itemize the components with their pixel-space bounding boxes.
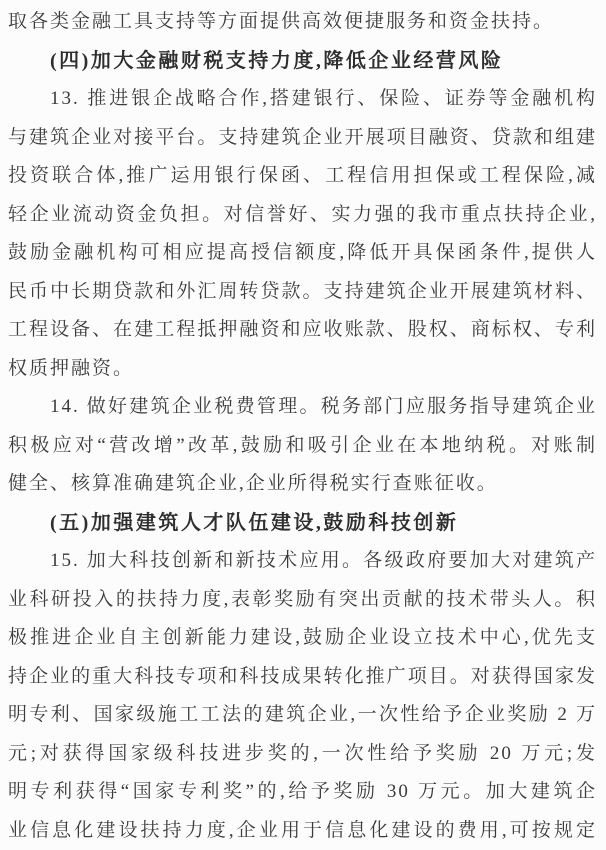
text-line: 业科研投入的扶持力度,表彰奖励有突出贡献的技术带头人。积 — [8, 588, 597, 610]
text-line: 与建筑企业对接平台。支持建筑企业开展项目融资、贷款和组建 — [8, 126, 597, 148]
text-line: 轻企业流动资金负担。对信誉好、实力强的我市重点扶持企业, — [8, 203, 597, 225]
section-heading-4: (四)加大金融财税支持力度,降低企业经营风险 — [50, 49, 504, 72]
text-line: 元;对获得国家级科技进步奖的,一次性给予奖励 20 万元;发 — [8, 742, 597, 764]
text-line: 明专利、国家级施工工法的建筑企业,一次性给予企业奖励 2 万 — [8, 704, 597, 725]
text-line: 投资联合体,推广运用银行保函、工程信用担保或工程保险,减 — [8, 165, 597, 186]
text-line-page-end: 业信息化建设扶持力度,企业用于信息化建设的费用,可按规定 — [8, 819, 597, 841]
text-line: 持企业的重大科技专项和科技成果转化推广项目。对获得国家发 — [8, 665, 597, 687]
text-line-paragraph-end: 健全、核算准确建筑企业,企业所得税实行查账征收。 — [8, 473, 498, 494]
text-line: 积极应对“营改增”改革,鼓励和吸引企业在本地纳税。对账制 — [8, 434, 597, 456]
text-line-item-15: 15. 加大科技创新和新技术应用。各级政府要加大对建筑产 — [50, 550, 597, 571]
text-line-item-13: 13. 推进银企战略合作,搭建银行、保险、证券等金融机构 — [50, 88, 597, 109]
text-line: 极推进企业自主创新能力建设,鼓励企业设立技术中心,优先支 — [8, 627, 597, 648]
text-line-item-14: 14. 做好建筑企业税费管理。税务部门应服务指导建筑企业 — [50, 396, 597, 417]
text-line: 鼓励金融机构可相应提高授信额度,降低开具保函条件,提供人 — [8, 242, 597, 263]
text-line-continuation: 取各类金融工具支持等方面提供高效便捷服务和资金扶持。 — [8, 11, 555, 32]
section-heading-5: (五)加强建筑人才队伍建设,鼓励科技创新 — [50, 511, 459, 534]
text-line: 明专利获得“国家专利奖”的,给予奖励 30 万元。加大建筑企 — [8, 781, 597, 802]
text-line: 民币中长期贷款和外汇周转贷款。支持建筑企业开展建筑材料、 — [8, 280, 597, 302]
text-line-paragraph-end: 权质押融资。 — [8, 357, 135, 379]
text-line: 工程设备、在建工程抵押融资和应收账款、股权、商标权、专利 — [8, 319, 597, 340]
